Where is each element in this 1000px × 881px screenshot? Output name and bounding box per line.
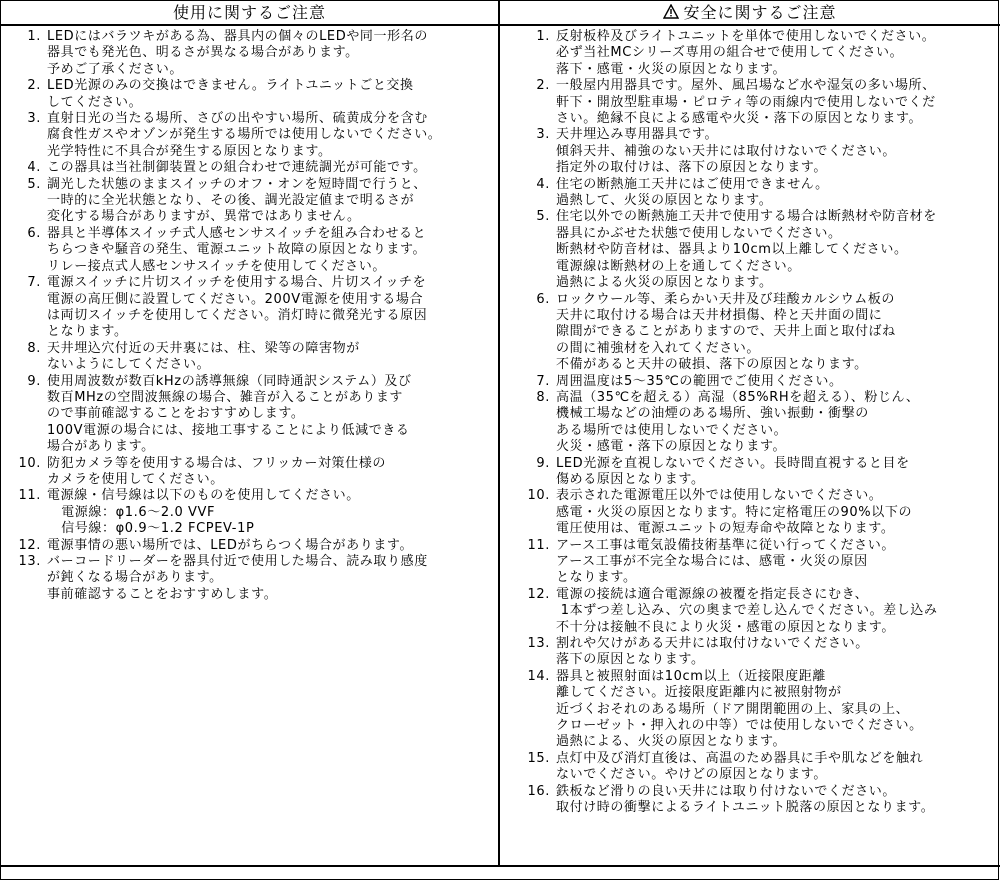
item-text: アース工事は電気設備技術基準に従い行ってください。 アース工事が不完全な場合には、感電・火災の原因 となります。 (556, 537, 895, 586)
item-number: 16. (527, 783, 550, 799)
item-number: 11. (527, 537, 550, 553)
left-caution-item (1, 111, 498, 160)
usage-caution-title: 使用に関するご注意 (172, 3, 326, 22)
item-text: 器具と半導体スイッチ式人感センサスイッチを組み合わせると ちらつきや騒音の発生、電源ユニット故障の原因となります。 リレー接点式人感センサスイッチを使用してください。 (47, 225, 427, 274)
right-caution-item (510, 78, 1000, 127)
right-caution-item (510, 177, 1000, 210)
item-number: 7. (27, 275, 41, 291)
right-caution-item (510, 374, 1000, 390)
safety-caution-list (500, 26, 1000, 817)
left-caution-item (1, 554, 498, 603)
usage-caution-column (1, 1, 500, 865)
safety-caution-column (500, 1, 1000, 865)
item-text: 直射日光の当たる場所、さびの出やすい場所、硫黄成分を含む 腐食性ガスやオゾンが発生する場所では使用しないでください。 光学特性に不具合が発生する原因となります。 (47, 111, 442, 159)
item-number: 8. (27, 340, 41, 356)
left-caution-item (1, 177, 498, 226)
item-number: 1. (536, 29, 550, 44)
right-caution-item (510, 292, 1000, 374)
item-text: 表示された電源電圧以外では使用しないでください。 感電・火災の原因となります。特に定格電圧の90%以下の 電圧使用は、電源ユニットの短寿命や故障となります。 (556, 488, 913, 537)
usage-caution-list (1, 26, 498, 603)
item-text: バーコードリーダーを器具付近で使用した場合、読み取り感度 が鈍くなる場合があります。 事前確認することをおすすめします。 (47, 554, 428, 602)
item-text: 住宅以外での断熱施工天井で使用する場合は断熱材や防音材を 器具にかぶせた状態で使用しないでください。 断熱材や防音材は、器具より10cm以上離してください。 電源線は断熱材の上を通してください。 過熱による火災の原因となります。 (556, 209, 937, 291)
item-text: 天井埋込穴付近の天井裏には、柱、梁等の障害物が ないようにしてください。 (47, 340, 360, 373)
item-text: 電源の接続は適合電源線の被覆を指定長さにむき、 1本ずつ差し込み、穴の奥まで差し込んでください。差し込み 不十分は接触不良により火災・感電の原因となります。 (556, 586, 938, 635)
item-text: 調光した状態のままスイッチのオフ・オンを短時間で行うと、 一時的に全光状態となり、その後、調光設定値まで明るさが 変化する場合がありますが、異常ではありません。 (47, 176, 427, 225)
item-number: 12. (18, 537, 41, 553)
right-caution-item (510, 587, 1000, 636)
item-number: 10. (18, 455, 41, 471)
left-caution-item (1, 226, 498, 275)
item-text: 点灯中及び消灯直後は、高温のため器具に手や肌などを触れ ないでください。やけどの原因となります。 (556, 750, 924, 783)
right-caution-item (510, 390, 1000, 456)
right-caution-item (510, 636, 1000, 669)
item-text: 器具と被照射面は10cm以上（近接限度距離 離してください。近接限度距離内に被照射物が 近づくおそれのある場所（ドア開閉範囲の上、家具の上、 クローゼット・押入れの中等）では使用しないでください。 過熱による、火災の原因となります。 (556, 668, 923, 750)
right-caution-item (510, 669, 1000, 751)
item-text: 一般屋内用器具です。屋外、風呂場など水や湿気の多い場所、 軒下・開放型駐車場・ピロティ等の雨線内で使用しないでくだ さい。絶縁不良による感電や火災・落下の原因となります。 (556, 78, 936, 127)
left-caution-item (1, 341, 498, 374)
item-text: 電源事情の悪い場所では、LEDがちらつく場合があります。 (47, 537, 414, 553)
item-number: 4. (27, 160, 41, 176)
left-caution-item (1, 275, 498, 341)
item-text: 防犯カメラ等を使用する場合は、フリッカー対策仕様の カメラを使用してください。 (47, 455, 386, 487)
item-number: 14. (527, 668, 550, 684)
item-number: 2. (536, 78, 550, 94)
item-number: 15. (527, 750, 550, 766)
right-caution-item (510, 209, 1000, 291)
item-number: 7. (536, 373, 550, 389)
item-number: 10. (527, 488, 550, 504)
item-number: 12. (527, 586, 550, 602)
item-number: 8. (536, 389, 550, 405)
item-number: 9. (27, 373, 41, 389)
item-text: 高温（35℃を超える）高湿（85%RHを超える）、粉じん、 機械工場などの油煙のある場所、強い振動・衝撃の ある場所では使用しないでください。 火災・感電・落下の原因となります。 (556, 389, 920, 455)
item-number: 6. (536, 291, 550, 307)
left-caution-item (1, 78, 498, 111)
item-text: ロックウール等、柔らかい天井及び珪酸カルシウム板の 天井に取付ける場合は天井材損傷、枠と天井面の間に 隙間ができることがありますので、天井上面と取付ばね の間に補強材を入れてください。 不備があると天井の破損、落下の原因となります。 (556, 291, 896, 373)
item-text: 割れや欠けがある天井には取付けないでください。 落下の原因となります。 (556, 636, 869, 668)
warning-triangle-icon (663, 2, 679, 25)
right-caution-item (510, 751, 1000, 784)
right-caution-item (510, 29, 1000, 78)
right-caution-item (510, 127, 1000, 176)
right-caution-item (510, 456, 1000, 489)
item-number: 2. (27, 78, 41, 94)
item-number: 9. (536, 455, 550, 471)
item-number: 1. (27, 29, 41, 44)
item-text: 電源線・信号線は以下のものを使用してください。 電源線：φ1.6～2.0 VVF 信号線：φ0.9～1.2 FCPEV-1P (47, 488, 360, 537)
right-caution-item (510, 784, 1000, 817)
left-caution-item (1, 374, 498, 456)
left-caution-item (1, 488, 498, 537)
item-text: 天井埋込み専用器具です。 傾斜天井、補強のない天井には取付けないでください。 指定外の取付けは、落下の原因となります。 (556, 127, 897, 176)
item-text: LEDにはバラツキがある為、器具内の個々のLEDや同一形名の 器具でも発光色、明るさが異なる場合があります。 予めご了承ください。 (47, 29, 428, 77)
item-text: LED光源のみの交換はできません。ライトユニットごと交換 してください。 (47, 78, 414, 110)
item-number: 13. (527, 636, 550, 652)
item-number: 13. (18, 554, 41, 569)
item-number: 11. (18, 488, 41, 504)
item-number: 6. (27, 225, 41, 241)
item-number: 5. (27, 176, 41, 192)
item-text: 使用周波数が数百kHzの誘導無線（同時通訳システム）及び 数百MHzの空間波無線の場合、雑音が入ることがあります ので事前確認することをおすすめします。 100V電源の場合には、接地工事することにより低減できる 場合があります。 (47, 373, 412, 455)
item-text: 鉄板など滑りの良い天井には取り付けないでください。 取付け時の衝撃によるライトユニット脱落の原因となります。 (556, 783, 935, 816)
item-number: 4. (536, 176, 550, 192)
item-number: 3. (27, 111, 41, 127)
safety-caution-header (500, 1, 1000, 26)
item-text: LED光源を直視しないでください。長時間直視すると目を 傷める原因となります。 (556, 455, 910, 487)
right-caution-item (510, 488, 1000, 537)
item-number: 5. (536, 209, 550, 225)
item-text: この器具は当社制御装置との組合わせで連続調光が可能です。 (47, 160, 427, 176)
usage-caution-header (1, 1, 498, 26)
left-caution-item (1, 538, 498, 554)
item-text: 反射板枠及びライトユニットを単体で使用しないでください。 必ず当社MCシリーズ専用の組合せで使用してください。 落下・感電・火災の原因となります。 (556, 29, 936, 77)
left-caution-item (1, 160, 498, 176)
item-number: 3. (536, 127, 550, 143)
item-text: 電源スイッチに片切スイッチを使用する場合、片切スイッチを 電源の高圧側に設置してください。200V電源を使用する場合 は両切スイッチを使用してください。消灯時に微発光する原因 となります。 (47, 275, 428, 340)
left-caution-item (1, 29, 498, 78)
right-caution-item (510, 538, 1000, 587)
safety-caution-title: 安全に関するご注意 (683, 3, 837, 22)
left-caution-item (1, 456, 498, 489)
item-text: 周囲温度は5～35℃の範囲でご使用ください。 (556, 373, 843, 389)
bottom-divider (1, 865, 1000, 867)
item-text: 住宅の断熱施工天井にはご使用できません。 過熱して、火災の原因となります。 (556, 176, 829, 209)
